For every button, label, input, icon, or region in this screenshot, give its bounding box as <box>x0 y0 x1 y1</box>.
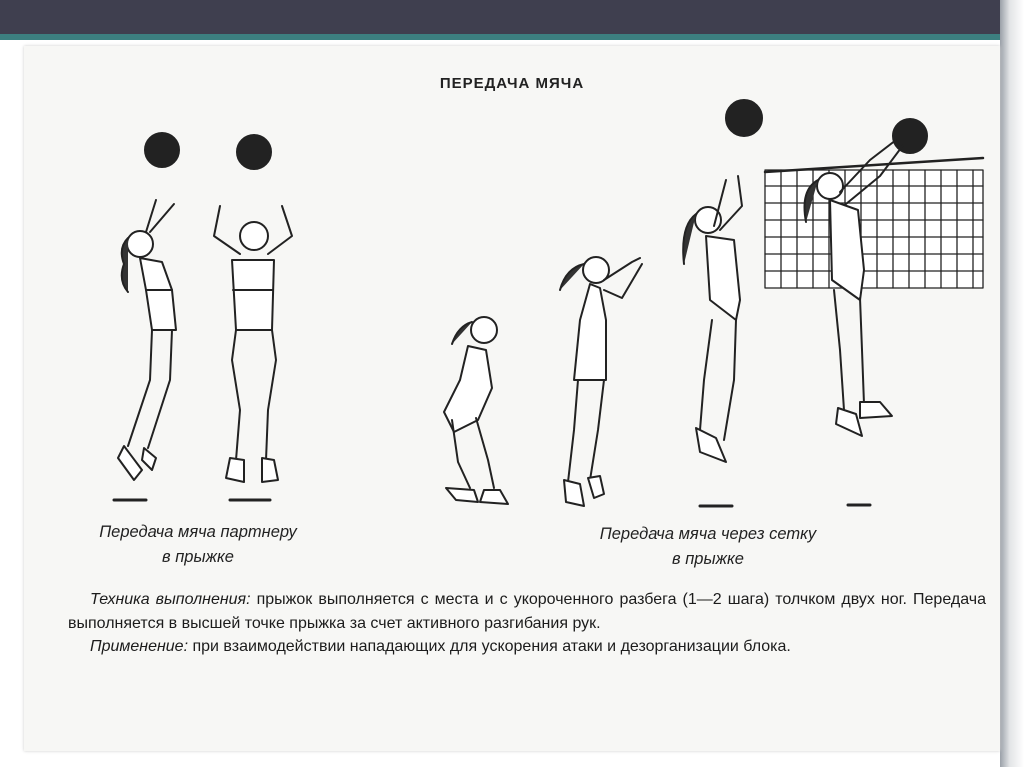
technique-label: Техника выполнения: <box>90 591 251 608</box>
player-figure-icon <box>560 257 642 506</box>
volleyball-net-icon <box>765 158 983 288</box>
player-figure-icon <box>114 200 176 500</box>
application-label: Применение: <box>90 638 189 655</box>
technique-text: прыжок выполняется с места и с укороченного разбега (1—2 шага) толчком двух ног. Передача выполняется в высшей точке прыжка за счет активного разгибания рук. <box>68 591 986 632</box>
caption-right-line2: в прыжке <box>672 550 744 568</box>
ball-icon <box>726 100 762 136</box>
description-text <box>68 588 986 659</box>
caption-right <box>558 522 858 572</box>
caption-left-line1: Передача мяча партнеру <box>99 523 297 541</box>
player-figure-icon <box>444 317 508 504</box>
player-figure-icon <box>683 176 742 506</box>
caption-left <box>58 520 338 570</box>
ball-icon <box>145 133 179 167</box>
ball-icon <box>237 135 271 169</box>
application-paragraph <box>68 635 986 659</box>
caption-left-line2: в прыжке <box>162 548 234 566</box>
page-title: ПЕРЕДАЧА МЯЧА <box>439 75 585 92</box>
caption-right-line1: Передача мяча через сетку <box>599 525 817 543</box>
application-text: при взаимодействии нападающих для ускорения атаки и дезорганизации блока. <box>188 638 791 655</box>
slide-right-edge <box>1000 0 1024 767</box>
technique-paragraph <box>68 588 986 635</box>
player-figure-icon <box>214 206 292 500</box>
ball-icon <box>893 119 927 153</box>
